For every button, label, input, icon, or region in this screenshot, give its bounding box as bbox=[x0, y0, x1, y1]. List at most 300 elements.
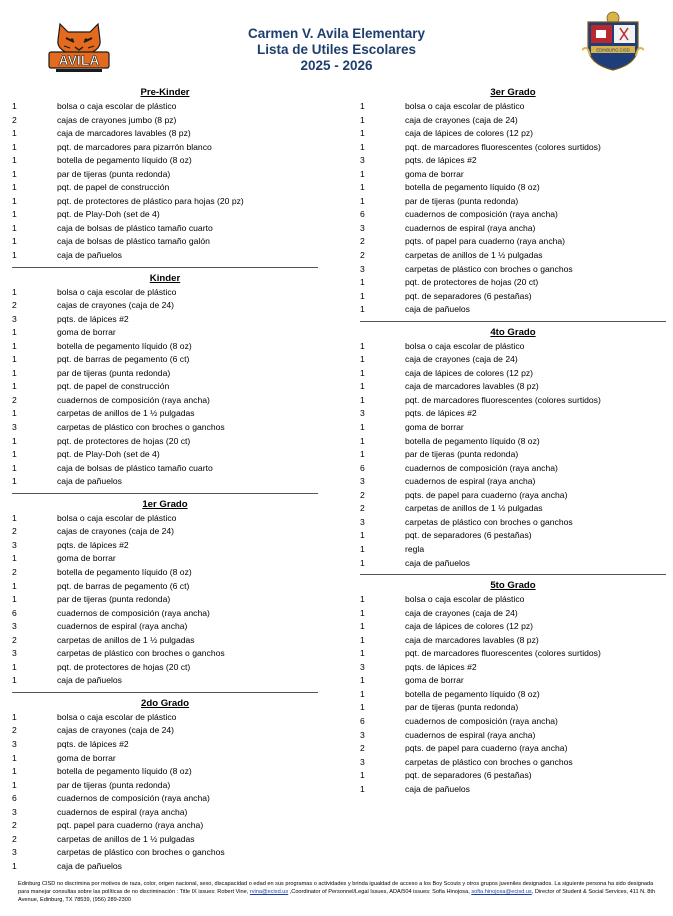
school-year: 2025 - 2026 bbox=[300, 58, 373, 73]
supply-quantity: 3 bbox=[360, 408, 365, 419]
mascot-logo-wordmark: AVILA bbox=[58, 52, 100, 68]
supply-description: carpetas de anillos de 1 ½ pulgadas bbox=[57, 634, 195, 645]
supply-description: bolsa o caja escolar de plástico bbox=[405, 340, 525, 351]
supply-item bbox=[12, 100, 318, 114]
supply-item bbox=[360, 756, 666, 770]
section-divider bbox=[12, 692, 318, 693]
supply-description: pqts. de lápices #2 bbox=[405, 155, 477, 166]
supply-item bbox=[360, 688, 666, 702]
supply-description: caja de pañuelos bbox=[405, 557, 470, 568]
supply-item bbox=[12, 525, 318, 539]
supply-quantity: 1 bbox=[12, 860, 17, 871]
supply-description: bolsa o caja escolar de plástico bbox=[57, 512, 177, 523]
supply-description: carpetas de anillos de 1 ½ pulgadas bbox=[57, 408, 195, 419]
document-header bbox=[0, 0, 673, 88]
supply-quantity: 6 bbox=[360, 715, 365, 726]
supply-quantity: 1 bbox=[360, 675, 365, 686]
nondiscrimination-footer bbox=[18, 880, 658, 904]
supply-quantity: 2 bbox=[12, 833, 17, 844]
supply-description: botella de pegamento líquido (8 oz) bbox=[57, 155, 192, 166]
supply-quantity: 1 bbox=[12, 340, 17, 351]
supply-quantity: 1 bbox=[12, 553, 17, 564]
supply-item bbox=[360, 475, 666, 489]
supply-description: par de tijeras (punta redonda) bbox=[405, 702, 519, 713]
supply-description: bolsa o caja escolar de plástico bbox=[57, 286, 177, 297]
supply-quantity: 1 bbox=[12, 155, 17, 166]
supply-item bbox=[360, 222, 666, 236]
supply-item bbox=[360, 661, 666, 675]
supply-item bbox=[12, 792, 318, 806]
supply-quantity: 2 bbox=[12, 394, 17, 405]
supply-quantity: 1 bbox=[360, 182, 365, 193]
grade-section-4to-grado bbox=[360, 326, 666, 575]
supply-description: botella de pegamento líquido (8 oz) bbox=[57, 340, 192, 351]
supply-item bbox=[12, 833, 318, 847]
supply-item bbox=[12, 580, 318, 594]
supply-item bbox=[360, 276, 666, 290]
supply-description: bolsa o caja escolar de plástico bbox=[405, 594, 525, 605]
supply-description: carpetas de plástico con broches o ganchos bbox=[57, 422, 225, 433]
supply-item bbox=[360, 235, 666, 249]
supply-item bbox=[360, 195, 666, 209]
supply-quantity: 1 bbox=[360, 394, 365, 405]
supply-description: botella de pegamento líquido (8 oz) bbox=[405, 435, 540, 446]
supply-quantity: 1 bbox=[360, 607, 365, 618]
supply-quantity: 3 bbox=[360, 222, 365, 233]
supply-item bbox=[360, 516, 666, 530]
right-column bbox=[360, 86, 666, 796]
supply-quantity: 2 bbox=[360, 743, 365, 754]
supply-description: caja de bolsas de plástico tamaño cuarto bbox=[57, 462, 213, 473]
grade-section-5to-grado bbox=[360, 579, 666, 796]
supply-item bbox=[12, 539, 318, 553]
supply-description: caja de bolsas de plástico tamaño galón bbox=[57, 236, 210, 247]
supply-description: bolsa o caja escolar de plástico bbox=[57, 711, 177, 722]
section-divider bbox=[360, 574, 666, 575]
supply-description: botella de pegamento líquido (8 oz) bbox=[405, 182, 540, 193]
supply-quantity: 1 bbox=[12, 766, 17, 777]
supply-item bbox=[360, 529, 666, 543]
supply-description: cuadernos de composición (raya ancha) bbox=[405, 715, 558, 726]
supply-quantity: 1 bbox=[12, 354, 17, 365]
supply-quantity: 1 bbox=[12, 711, 17, 722]
section-divider bbox=[360, 321, 666, 322]
supply-description: pqt. de papel de construcción bbox=[57, 381, 170, 392]
supply-item bbox=[12, 738, 318, 752]
supply-quantity: 1 bbox=[360, 435, 365, 446]
supply-description: carpetas de plástico con broches o ganchos bbox=[57, 847, 225, 858]
supply-item bbox=[12, 593, 318, 607]
supply-item bbox=[12, 222, 318, 236]
supply-item bbox=[360, 141, 666, 155]
grade-section-title: Pre-Kinder bbox=[140, 87, 190, 98]
supply-quantity: 2 bbox=[12, 300, 17, 311]
supply-quantity: 1 bbox=[12, 222, 17, 233]
supply-quantity: 6 bbox=[360, 209, 365, 220]
supply-description: pqt. de separadores (6 pestañas) bbox=[405, 770, 532, 781]
supply-item bbox=[12, 819, 318, 833]
supply-description: caja de pañuelos bbox=[405, 304, 470, 315]
supply-quantity: 3 bbox=[12, 422, 17, 433]
supply-description: cuadernos de espiral (raya ancha) bbox=[405, 476, 536, 487]
supply-quantity: 1 bbox=[12, 168, 17, 179]
supply-item bbox=[12, 340, 318, 354]
supply-item bbox=[360, 290, 666, 304]
supply-quantity: 1 bbox=[12, 367, 17, 378]
supply-description: carpetas de plástico con broches o ganchos bbox=[57, 648, 225, 659]
supply-description: cuadernos de composición (raya ancha) bbox=[405, 209, 558, 220]
supply-description: pqt. de Play-Doh (set de 4) bbox=[57, 209, 160, 220]
supply-quantity: 1 bbox=[360, 381, 365, 392]
supply-description: par de tijeras (punta redonda) bbox=[57, 168, 171, 179]
supply-item bbox=[360, 394, 666, 408]
supply-quantity: 3 bbox=[12, 648, 17, 659]
supply-quantity: 1 bbox=[360, 530, 365, 541]
supply-description: pqt. de protectores de hojas (20 ct) bbox=[405, 277, 539, 288]
supply-item bbox=[12, 661, 318, 675]
supply-description: carpetas de plástico con broches o ganchos bbox=[405, 263, 573, 274]
supply-quantity: 1 bbox=[360, 621, 365, 632]
supply-item bbox=[12, 806, 318, 820]
supply-item bbox=[12, 724, 318, 738]
supply-item bbox=[12, 195, 318, 209]
supply-description: pqts. de lápices #2 bbox=[57, 539, 129, 550]
supply-item bbox=[12, 141, 318, 155]
supply-description: par de tijeras (punta redonda) bbox=[405, 195, 519, 206]
section-divider bbox=[12, 493, 318, 494]
supply-quantity: 1 bbox=[12, 435, 17, 446]
supply-quantity: 1 bbox=[360, 101, 365, 111]
supply-quantity: 2 bbox=[12, 634, 17, 645]
footer-email-ada[interactable]: sofia.hinojosa@ecisd.us bbox=[471, 889, 532, 895]
supply-quantity: 3 bbox=[360, 729, 365, 740]
supply-description: goma de borrar bbox=[57, 752, 116, 763]
supply-description: cuadernos de composición (raya ancha) bbox=[405, 462, 558, 473]
supply-quantity: 2 bbox=[12, 725, 17, 736]
supply-item bbox=[12, 380, 318, 394]
supply-item bbox=[12, 448, 318, 462]
supply-description: bolsa o caja escolar de plástico bbox=[57, 101, 177, 111]
supply-quantity: 1 bbox=[12, 752, 17, 763]
supply-quantity: 1 bbox=[12, 236, 17, 247]
supply-item bbox=[12, 313, 318, 327]
supply-quantity: 3 bbox=[12, 621, 17, 632]
supply-description: par de tijeras (punta redonda) bbox=[57, 367, 171, 378]
supply-item bbox=[12, 462, 318, 476]
document-title-block bbox=[200, 26, 473, 74]
supply-item bbox=[12, 435, 318, 449]
grade-section-title: 1er Grado bbox=[142, 498, 188, 510]
supply-item bbox=[360, 154, 666, 168]
supply-quantity: 3 bbox=[360, 756, 365, 767]
supply-item bbox=[12, 607, 318, 621]
supply-description: caja de marcadores lavables (8 pz) bbox=[405, 634, 539, 645]
supply-item bbox=[360, 607, 666, 621]
supply-quantity: 1 bbox=[360, 422, 365, 433]
grade-section-pre-kinder bbox=[12, 86, 318, 268]
supply-item bbox=[360, 353, 666, 367]
supply-description: pqts. of papel para cuaderno (raya ancha) bbox=[405, 236, 566, 247]
supply-quantity: 2 bbox=[12, 820, 17, 831]
supply-description: carpetas de anillos de 1 ½ pulgadas bbox=[57, 833, 195, 844]
supply-item bbox=[12, 860, 318, 874]
supply-item bbox=[360, 620, 666, 634]
supply-quantity: 2 bbox=[360, 489, 365, 500]
supply-item bbox=[12, 114, 318, 128]
supply-quantity: 2 bbox=[12, 526, 17, 537]
supply-description: cajas de crayones (caja de 24) bbox=[57, 725, 175, 736]
district-seal-logo bbox=[582, 10, 644, 74]
supply-item bbox=[12, 407, 318, 421]
footer-text-1: Edinburg CISD no discrimina por motivos de raza, color, origen nacional, sexo, discapacidad o edad en sus programas o actividades y brinda igualdad de acceso a los Boy Scouts y otros grupos juveniles designados. La siguiente persona ha sido designada para manejar consultas sobre las políticas de no discriminación : Title IX issues: Robert Vine, bbox=[18, 881, 654, 895]
supply-item bbox=[360, 769, 666, 783]
supply-description: pqts. de papel para cuaderno (raya ancha) bbox=[405, 489, 568, 500]
supply-quantity: 1 bbox=[12, 286, 17, 297]
supply-quantity: 1 bbox=[360, 449, 365, 460]
supply-item bbox=[360, 543, 666, 557]
supply-item bbox=[360, 421, 666, 435]
supply-quantity: 6 bbox=[360, 462, 365, 473]
supply-description: pqts. de lápices #2 bbox=[405, 661, 477, 672]
supply-quantity: 3 bbox=[360, 155, 365, 166]
supply-quantity: 1 bbox=[360, 648, 365, 659]
supply-item bbox=[12, 752, 318, 766]
supply-item bbox=[12, 765, 318, 779]
supply-item bbox=[12, 367, 318, 381]
supply-item bbox=[360, 208, 666, 222]
supply-description: cuadernos de composición (raya ancha) bbox=[57, 607, 210, 618]
supply-description: goma de borrar bbox=[405, 422, 464, 433]
supply-item bbox=[12, 208, 318, 222]
supply-description: carpetas de anillos de 1 ½ pulgadas bbox=[405, 503, 543, 514]
supply-item bbox=[360, 557, 666, 571]
supply-quantity: 1 bbox=[12, 141, 17, 152]
supply-description: cuadernos de espiral (raya ancha) bbox=[57, 621, 188, 632]
supply-description: caja de pañuelos bbox=[405, 783, 470, 794]
supply-quantity: 1 bbox=[360, 770, 365, 781]
supply-description: pqt. de separadores (6 pestañas) bbox=[405, 290, 532, 301]
supply-item bbox=[12, 674, 318, 688]
supply-description: par de tijeras (punta redonda) bbox=[405, 449, 519, 460]
supply-item bbox=[360, 647, 666, 661]
supply-quantity: 1 bbox=[360, 367, 365, 378]
school-name: Carmen V. Avila Elementary bbox=[247, 26, 426, 41]
grade-section-title: 5to Grado bbox=[490, 580, 536, 592]
supply-item bbox=[360, 502, 666, 516]
supply-quantity: 1 bbox=[12, 195, 17, 206]
supply-quantity: 3 bbox=[360, 476, 365, 487]
grade-section-2do-grado bbox=[12, 697, 318, 874]
supply-description: carpetas de plástico con broches o ganchos bbox=[405, 756, 573, 767]
supply-quantity: 1 bbox=[12, 408, 17, 419]
supply-description: caja de lápices de colores (12 pz) bbox=[405, 621, 534, 632]
supply-quantity: 1 bbox=[360, 114, 365, 125]
supply-quantity: 1 bbox=[12, 381, 17, 392]
supply-quantity: 1 bbox=[12, 779, 17, 790]
supply-quantity: 2 bbox=[360, 250, 365, 261]
supply-description: botella de pegamento líquido (8 oz) bbox=[405, 688, 540, 699]
supply-description: pqt. de marcadores fluorescentes (colores surtidos) bbox=[405, 394, 601, 405]
supply-description: pqt. de papel de construcción bbox=[57, 182, 170, 193]
supply-quantity: 3 bbox=[360, 661, 365, 672]
supply-item bbox=[360, 674, 666, 688]
supply-item bbox=[12, 552, 318, 566]
supply-quantity: 3 bbox=[360, 263, 365, 274]
supply-description: caja de crayones (caja de 24) bbox=[405, 354, 518, 365]
supply-item bbox=[12, 634, 318, 648]
supply-description: goma de borrar bbox=[57, 553, 116, 564]
supply-quantity: 1 bbox=[360, 277, 365, 288]
supply-description: par de tijeras (punta redonda) bbox=[57, 594, 171, 605]
supply-quantity: 1 bbox=[360, 688, 365, 699]
supply-item bbox=[360, 715, 666, 729]
supply-item bbox=[360, 181, 666, 195]
supply-quantity: 3 bbox=[12, 539, 17, 550]
supply-description: cajas de crayones jumbo (8 pz) bbox=[57, 114, 177, 125]
supply-item bbox=[360, 593, 666, 607]
supply-description: pqt. de Play-Doh (set de 4) bbox=[57, 449, 160, 460]
grade-section-1er-grado bbox=[12, 498, 318, 693]
supply-description: goma de borrar bbox=[57, 327, 116, 338]
footer-text-3: , Director of Student & Social Services, 411 N. 8th Avenue, Edinburg, TX 78539, (956) 289-2300 bbox=[18, 889, 656, 903]
supply-quantity: 1 bbox=[12, 476, 17, 487]
supply-description: caja de lápices de colores (12 pz) bbox=[405, 128, 534, 139]
supply-description: caja de pañuelos bbox=[57, 250, 122, 261]
supply-item bbox=[12, 421, 318, 435]
left-column bbox=[12, 86, 318, 873]
footer-email-title-ix[interactable]: rvina@ecisd.us bbox=[249, 889, 289, 895]
supply-quantity: 1 bbox=[12, 209, 17, 220]
supply-quantity: 1 bbox=[360, 354, 365, 365]
supply-quantity: 1 bbox=[12, 449, 17, 460]
supply-quantity: 1 bbox=[360, 702, 365, 713]
supply-description: pqt. de protectores de hojas (20 ct) bbox=[57, 435, 191, 446]
supply-description: pqt. papel para cuaderno (raya ancha) bbox=[57, 820, 204, 831]
supply-quantity: 1 bbox=[360, 594, 365, 605]
supply-description: caja de bolsas de plástico tamaño cuarto bbox=[57, 222, 213, 233]
supply-description: pqts. de papel para cuaderno (raya ancha) bbox=[405, 743, 568, 754]
section-divider bbox=[12, 267, 318, 268]
supply-quantity: 1 bbox=[360, 783, 365, 794]
grade-section-kinder bbox=[12, 272, 318, 494]
supply-item bbox=[12, 620, 318, 634]
supply-description: pqt. de marcadores fluorescentes (colores surtidos) bbox=[405, 141, 601, 152]
supply-description: par de tijeras (punta redonda) bbox=[57, 779, 171, 790]
supply-quantity: 2 bbox=[12, 566, 17, 577]
supply-quantity: 6 bbox=[12, 607, 17, 618]
supply-item bbox=[12, 235, 318, 249]
supply-item bbox=[360, 407, 666, 421]
supply-item bbox=[360, 634, 666, 648]
supply-quantity: 1 bbox=[360, 340, 365, 351]
supply-quantity: 1 bbox=[360, 168, 365, 179]
supply-item bbox=[12, 711, 318, 725]
supply-item bbox=[360, 168, 666, 182]
supply-item bbox=[360, 435, 666, 449]
supply-quantity: 1 bbox=[12, 462, 17, 473]
supply-item bbox=[360, 489, 666, 503]
supply-description: botella de pegamento líquido (8 oz) bbox=[57, 566, 192, 577]
supply-quantity: 1 bbox=[360, 128, 365, 139]
supply-item bbox=[12, 249, 318, 263]
supply-item bbox=[12, 566, 318, 580]
supply-description: caja de pañuelos bbox=[57, 860, 122, 871]
supply-quantity: 1 bbox=[360, 634, 365, 645]
supply-description: cuadernos de espiral (raya ancha) bbox=[57, 806, 188, 817]
supply-item bbox=[12, 286, 318, 300]
supply-description: bolsa o caja escolar de plástico bbox=[405, 101, 525, 111]
footer-text-2: ,Coordinator of Personnel/Legal Issues, ADA/504 issues: Sofia Hinojosa, bbox=[288, 889, 472, 895]
supply-item bbox=[360, 783, 666, 797]
supply-description: caja de pañuelos bbox=[57, 675, 122, 686]
supply-quantity: 3 bbox=[12, 806, 17, 817]
supply-quantity: 1 bbox=[360, 141, 365, 152]
avila-mascot-logo bbox=[46, 18, 112, 74]
supply-item bbox=[360, 448, 666, 462]
supply-quantity: 1 bbox=[12, 128, 17, 139]
grade-section-title: 2do Grado bbox=[141, 697, 189, 709]
supply-description: caja de pañuelos bbox=[57, 476, 122, 487]
supply-item bbox=[12, 647, 318, 661]
supply-item bbox=[12, 779, 318, 793]
supply-quantity: 1 bbox=[12, 580, 17, 591]
supply-description: pqt. de marcadores para pizarrón blanco bbox=[57, 141, 212, 152]
supply-quantity: 1 bbox=[12, 675, 17, 686]
supply-quantity: 1 bbox=[12, 101, 17, 111]
supply-item bbox=[12, 512, 318, 526]
supply-item bbox=[360, 380, 666, 394]
supply-description: regla bbox=[405, 543, 425, 554]
supply-description: goma de borrar bbox=[405, 168, 464, 179]
supply-item bbox=[360, 303, 666, 317]
supply-quantity: 3 bbox=[12, 847, 17, 858]
supply-description: pqts. de lápices #2 bbox=[405, 408, 477, 419]
supply-description: caja de marcadores lavables (8 pz) bbox=[405, 381, 539, 392]
supply-item bbox=[12, 299, 318, 313]
supply-item bbox=[12, 326, 318, 340]
supply-description: pqts. de lápices #2 bbox=[57, 738, 129, 749]
supply-description: caja de crayones (caja de 24) bbox=[405, 607, 518, 618]
supply-quantity: 1 bbox=[12, 594, 17, 605]
grade-section-3er-grado bbox=[360, 86, 666, 322]
supply-quantity: 1 bbox=[12, 327, 17, 338]
supply-description: pqt. de marcadores fluorescentes (colores surtidos) bbox=[405, 648, 601, 659]
supply-item bbox=[360, 100, 666, 114]
supply-item bbox=[12, 353, 318, 367]
supply-item bbox=[12, 168, 318, 182]
supply-description: caja de marcadores lavables (8 pz) bbox=[57, 128, 191, 139]
supply-quantity: 3 bbox=[12, 313, 17, 324]
supply-description: pqt. de barras de pegamento (6 ct) bbox=[57, 354, 190, 365]
supply-description: pqt. de protectores de plástico para hojas (20 pz) bbox=[57, 195, 244, 206]
grade-section-title: 4to Grado bbox=[490, 326, 536, 338]
supply-quantity: 1 bbox=[360, 290, 365, 301]
supply-quantity: 1 bbox=[12, 182, 17, 193]
grade-section-title: 3er Grado bbox=[490, 87, 536, 98]
supply-description: cuadernos de composición (raya ancha) bbox=[57, 394, 210, 405]
supply-description: cajas de crayones (caja de 24) bbox=[57, 300, 175, 311]
supply-quantity: 1 bbox=[12, 661, 17, 672]
supply-item bbox=[360, 249, 666, 263]
supply-item bbox=[360, 701, 666, 715]
supply-item bbox=[360, 127, 666, 141]
supply-quantity: 3 bbox=[360, 516, 365, 527]
grade-section-title: Kinder bbox=[149, 272, 181, 284]
supply-quantity: 2 bbox=[12, 114, 17, 125]
supply-description: carpetas de plástico con broches o ganchos bbox=[405, 516, 573, 527]
supply-quantity: 1 bbox=[360, 195, 365, 206]
supply-item bbox=[360, 742, 666, 756]
